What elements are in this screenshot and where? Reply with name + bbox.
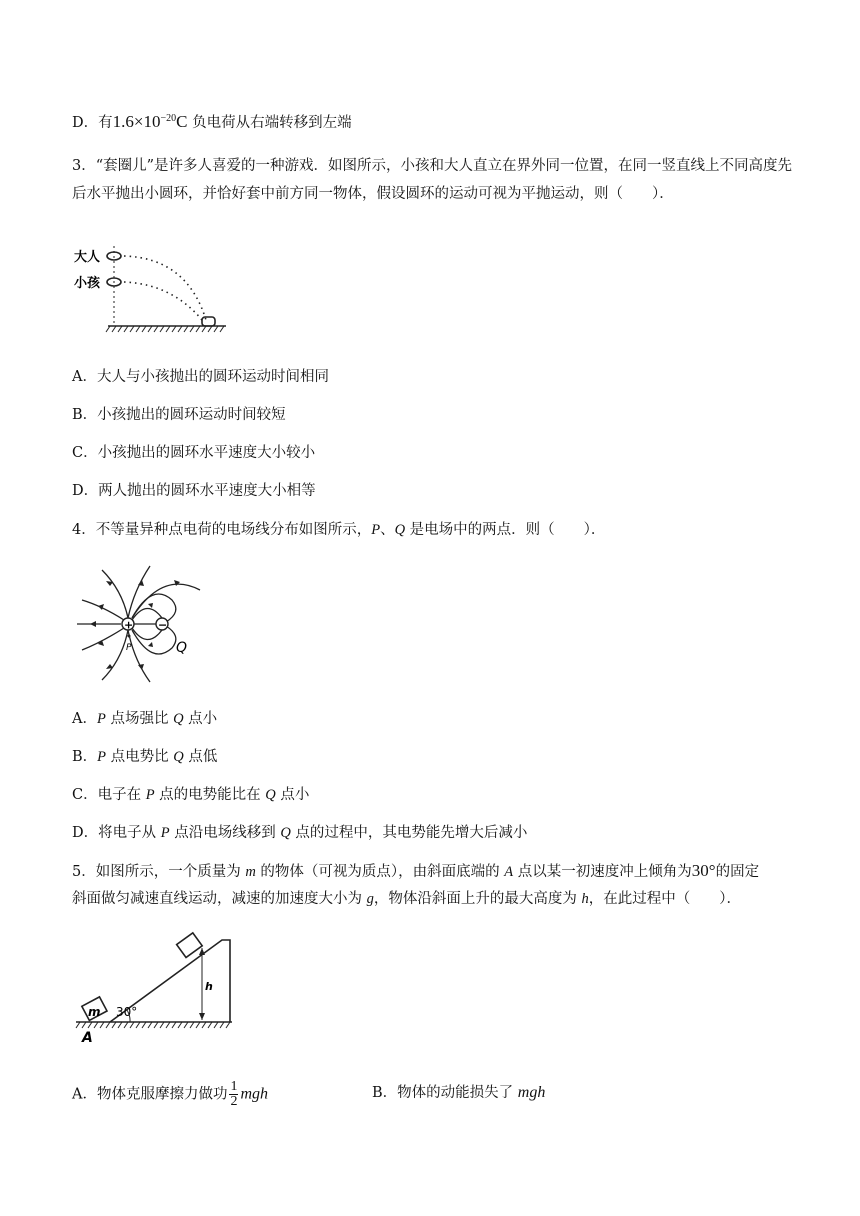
point-p: P — [145, 787, 155, 803]
option-text: 点小 — [275, 787, 310, 803]
stem-text: 5．如图所示，一个质量为 — [72, 864, 246, 880]
child-trajectory — [124, 282, 202, 320]
expression-mgh: mgh — [240, 1085, 269, 1103]
symbol-a: A — [504, 864, 514, 880]
label-a: A — [82, 1030, 93, 1046]
point-p: P — [97, 749, 107, 765]
point-q: Q — [173, 749, 184, 765]
q4-option-d — [72, 822, 527, 844]
option-text: 点电势比 — [106, 749, 174, 765]
label-m: m — [88, 1005, 101, 1019]
option-text: 点的过程中，其电势能先增大后减小 — [290, 825, 528, 841]
option-text: 点场强比 — [105, 711, 174, 727]
point-p: P — [371, 522, 381, 538]
block-top — [177, 933, 203, 958]
point-p: P — [96, 711, 106, 727]
option-text: B．物体的动能损失了 — [372, 1085, 518, 1101]
q3-option-b: B．小孩抛出的圆环运动时间较短 — [72, 407, 286, 423]
plus-sign: + — [124, 618, 134, 632]
q2-option-d — [72, 108, 352, 134]
stem-text: 是电场中的两点．则（ ）． — [405, 522, 606, 538]
point-q: Q — [394, 522, 406, 538]
symbol-g: g — [366, 891, 374, 907]
expression-mgh: mgh — [517, 1084, 546, 1101]
option-text: 点沿电场线移到 — [169, 825, 281, 841]
q3-option-c: C．小孩抛出的圆环水平速度大小较小 — [72, 445, 316, 461]
label-h: h — [205, 980, 213, 993]
q4-option-c — [72, 784, 309, 806]
option-text: 负电荷从右端转移到左端 — [187, 114, 352, 131]
option-letter: C． — [72, 787, 98, 803]
q3-stem: 3．“套圈儿”是许多人喜爱的一种游戏．如图所示，小孩和大人直立在界外同一位置，在同一竖直线上不同高度先后水平抛出小圆环，并恰好套中前方同一物体，假设圆环的运动可视为平抛运动，则（ ）． — [72, 158, 793, 202]
ground-hatch — [76, 1022, 230, 1028]
stem-text: 点以某一初速度冲上倾角为 — [513, 864, 692, 880]
q4-option-a — [72, 708, 217, 730]
charge-exponent: −20 — [160, 113, 177, 124]
q3-option-a: A．大人与小孩抛出的圆环运动时间相同 — [72, 369, 329, 385]
height-arrow-bottom — [199, 1013, 205, 1020]
label-p: P — [126, 643, 132, 653]
symbol-m: m — [245, 864, 256, 880]
option-letter: D． — [72, 825, 99, 841]
q5-stem-line2 — [72, 888, 741, 910]
q5-option-a — [72, 1080, 268, 1109]
q3-option-d: D．两人抛出的圆环水平速度大小相等 — [72, 483, 316, 499]
stem-text: 的固定 — [715, 864, 760, 880]
minus-sign: − — [158, 618, 168, 632]
label-angle: 30° — [116, 1005, 138, 1019]
point-q: Q — [173, 711, 184, 727]
option-text: D．有 — [72, 114, 113, 131]
option-letter: A． — [72, 711, 97, 727]
option-text: A．物体克服摩擦力做功 — [72, 1086, 228, 1103]
stem-text: ，物体沿斜面上升的最大高度为 — [373, 891, 582, 907]
incline-angle: 30° — [691, 861, 716, 880]
q4-option-b — [72, 746, 217, 768]
label-q: Q — [176, 640, 188, 656]
point-q: Q — [280, 825, 291, 841]
adult-trajectory — [124, 256, 206, 320]
q5-option-b — [372, 1082, 545, 1104]
option-text: 将电子从 — [98, 825, 161, 841]
charge-mantissa: 1.6×10 — [112, 111, 161, 131]
q3-ring-toss-figure — [72, 236, 242, 336]
stem-text: ，在此过程中（ ）． — [588, 891, 741, 907]
symbol-h: h — [581, 891, 589, 907]
option-text: 电子在 — [97, 787, 146, 803]
target-object — [202, 317, 215, 326]
label-adult: 大人 — [74, 250, 101, 265]
stem-text: 斜面做匀减速直线运动，减速的加速度大小为 — [72, 891, 367, 907]
point-p-dot — [128, 635, 131, 638]
point-p: P — [160, 825, 170, 841]
stem-text: 4．不等量异种点电荷的电场线分布如图所示， — [72, 522, 372, 538]
fraction-one-half — [229, 1080, 238, 1109]
stem-text: 的物体（可视为质点），由斜面底端的 — [255, 864, 505, 880]
point-q: Q — [265, 787, 276, 803]
fraction-denominator: 2 — [230, 1094, 238, 1109]
q5-incline-figure — [72, 928, 238, 1048]
option-text: 点低 — [183, 749, 218, 765]
stem-text: 、 — [380, 522, 395, 538]
ground-hatch — [106, 326, 224, 332]
option-letter: B． — [72, 749, 98, 765]
label-child: 小孩 — [74, 276, 101, 291]
option-text: 点小 — [183, 711, 218, 727]
q5-stem-line1 — [72, 860, 759, 883]
fraction-numerator: 1 — [230, 1079, 238, 1094]
option-text: 点的电势能比在 — [154, 787, 266, 803]
q4-field-lines-figure — [72, 560, 212, 688]
height-arrow-top — [199, 948, 205, 955]
q4-stem — [72, 519, 605, 541]
charge-unit: C — [176, 111, 188, 131]
